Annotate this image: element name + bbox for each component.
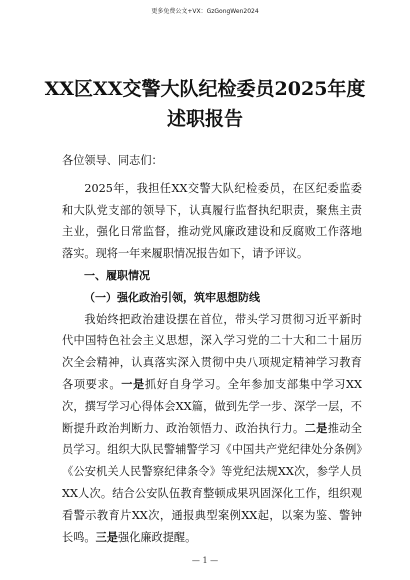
intro-paragraph: 2025年，我担任XX交警大队纪检委员，在区纪委监委和大队党支部的领导下，认真履行监督执纪职责，聚焦主责主业，强化日常监督，推动党风廉政建设和反腐败工作落地落实。现将一年来履职情况报告如下，请予评议。 — [62, 181, 362, 261]
paragraph-text-3: 推动全员学习。组织大队民警辅警学习《中国共产党纪律处分条例》《公安机关人民警察纪律条令》等党纪法规XX次，参学人员XX人次。结合公安队伍教育整顿成果巩固深化工作，组织观看警示教育片XX次，通报典型案例XX起，以案为鉴、警钟长鸣。 — [62, 421, 362, 544]
page-number: — 1 — — [191, 556, 219, 565]
header-notice: 更多免费公文+VX：GzGongWen2024 — [151, 8, 259, 15]
body-paragraph-1 — [62, 309, 362, 549]
document-body — [62, 150, 362, 548]
document-title: XX区XX交警大队纪检委员2025年度述职报告 — [44, 78, 366, 130]
point-marker-1: 一是 — [121, 376, 145, 391]
subsection-heading-1: （一）强化政治引领，筑牢思想防线 — [84, 290, 260, 304]
paragraph-text-1: 我始终把政治建设摆在首位，带头学习贯彻习近平新时代中国特色社会主义思想，深入学习党的二十大和二十届历次全会精神，认真落实深入贯彻中央八项规定精神学习教育各项要求。 — [62, 312, 362, 391]
greeting: 各位领导、同志们： — [62, 154, 163, 167]
point-marker-2: 二是 — [304, 420, 328, 435]
paragraph-text-4: 强化廉政提醒。 — [117, 530, 197, 544]
section-heading-1: 一、履职情况 — [84, 268, 150, 282]
paragraph-text-2: 抓好自身学习。全年参加支部集中学习XX次，撰写学习心得体会XX篇，做到先学一步、深学一层，不断提升政治判断力、政治领悟力、政治执行力。 — [62, 377, 362, 435]
point-marker-3: 三是 — [95, 529, 118, 544]
